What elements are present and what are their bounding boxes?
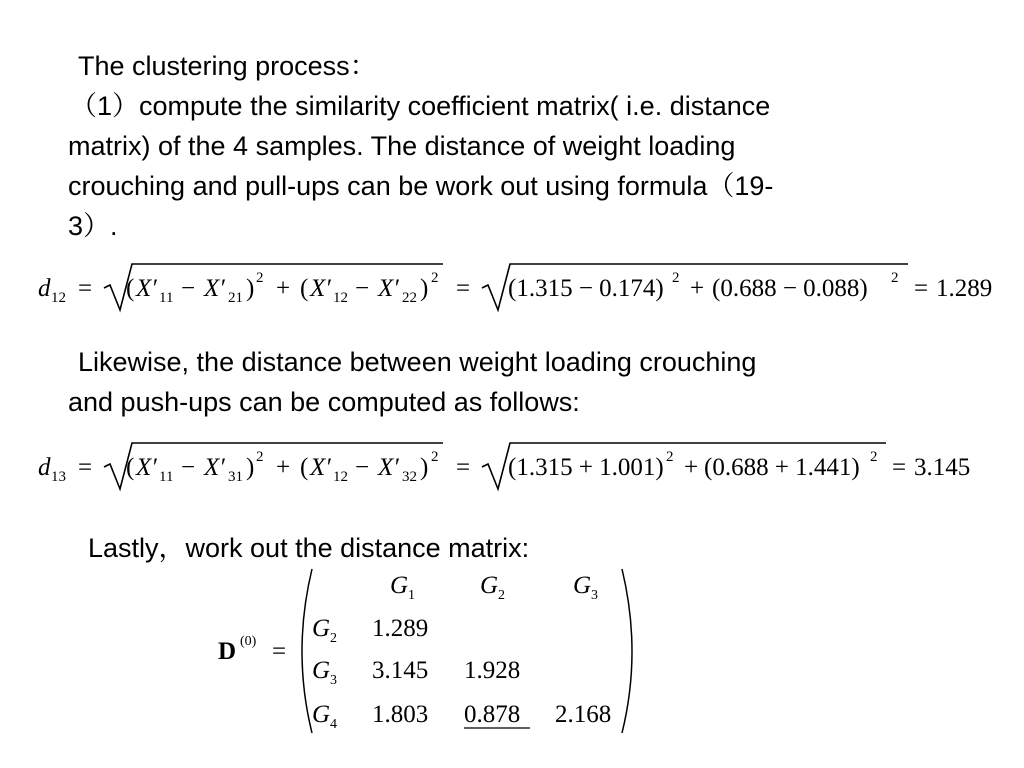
eq2-t1-a: X′ [136, 454, 157, 481]
eq1-t2-close: ) [420, 275, 429, 302]
matrix-left-paren [302, 569, 312, 733]
eq2-equals-2: = [456, 454, 471, 481]
eq2-num-1-exp: 2 [666, 449, 674, 465]
row-header-g3: G [312, 657, 331, 684]
eq1-t2-a-sub: 12 [333, 290, 348, 306]
equation-d12-graphic [38, 258, 1008, 318]
lastly-text: Lastly，work out the distance matrix: [88, 533, 530, 563]
eq1-t2-b: X′ [378, 275, 399, 302]
eq2-t2-close: ) [420, 454, 429, 481]
eq2-t2-a-sub: 12 [333, 469, 348, 485]
eq2-equals: = [78, 454, 93, 481]
eq2-num-2: (0.688 + 1.441) [704, 454, 860, 481]
eq1-num-2: (0.688 − 0.088) [712, 275, 868, 302]
eq1-lhs-sub: 12 [51, 290, 66, 306]
eq1-t2-minus: − [355, 275, 370, 302]
matrix-lhs-sup: (0) [240, 634, 257, 649]
col-header-g2: G [480, 572, 499, 599]
cell-g2-g1: 1.289 [372, 615, 429, 642]
step1-line-1: （1）compute the similarity coefficient matrix( i.e. distance [70, 91, 771, 121]
col-header-g1-sub: 1 [408, 588, 415, 603]
eq1-t2-a: X′ [310, 275, 331, 302]
eq1-t1-minus: − [181, 275, 196, 302]
eq1-num-1: (1.315 − 0.174) [508, 275, 664, 302]
eq2-t2-exp: 2 [431, 449, 439, 465]
eq1-num-plus: + [690, 275, 705, 302]
eq1-t1-b: X′ [204, 275, 225, 302]
eq1-equals: = [78, 275, 93, 302]
matrix-lhs: D [218, 638, 237, 665]
section-title: The clustering process： [78, 51, 377, 81]
eq1-t1-b-sub: 21 [228, 290, 243, 306]
likewise-line-2: and push-ups can be computed as follows: [68, 387, 580, 417]
eq2-num-1: (1.315 + 1.001) [508, 454, 664, 481]
eq2-t1-close: ) [246, 454, 255, 481]
eq2-num-plus: + [684, 454, 699, 481]
eq1-lhs-var: d [38, 275, 51, 302]
eq2-t2-minus: − [355, 454, 370, 481]
row-header-g3-sub: 3 [330, 673, 337, 688]
eq2-lhs-sub: 13 [51, 469, 66, 485]
col-header-g1: G [390, 572, 409, 599]
eq2-t1-open: ( [126, 454, 135, 481]
eq1-num-1-exp: 2 [672, 270, 680, 286]
distance-equation-d13 [38, 437, 1008, 497]
eq1-t1-a: X′ [136, 275, 157, 302]
eq2-lhs-var: d [38, 454, 51, 481]
eq1-t1-a-sub: 11 [159, 290, 174, 306]
col-header-g3: G [573, 572, 592, 599]
eq1-t2-open: ( [300, 275, 309, 302]
step1-line-2: matrix) of the 4 samples. The distance of weight loading [68, 131, 736, 161]
eq2-t1-a-sub: 11 [159, 469, 174, 485]
step1-line-3: crouching and pull-ups can be work out using formula（19- [68, 171, 774, 201]
eq1-t2-exp: 2 [431, 270, 439, 286]
col-header-g2-sub: 2 [498, 588, 505, 603]
step1-line-4: 3）. [68, 211, 118, 241]
row-header-g2-sub: 2 [330, 631, 337, 646]
eq2-t1-exp: 2 [256, 449, 264, 465]
likewise-line-1: Likewise, the distance between weight loading crouching [78, 347, 757, 377]
matrix-equals: = [272, 638, 287, 665]
distance-equation-d12 [38, 258, 1008, 318]
eq1-t1-open: ( [126, 275, 135, 302]
matrix-right-paren [622, 569, 632, 733]
cell-g3-g1: 3.145 [372, 657, 429, 684]
eq2-num-2-exp: 2 [870, 449, 878, 465]
row-header-g4: G [312, 701, 331, 728]
col-header-g3-sub: 3 [591, 588, 598, 603]
cell-g4-g3: 2.168 [555, 701, 612, 728]
row-header-g4-sub: 4 [330, 717, 337, 732]
eq1-t1-exp: 2 [256, 270, 264, 286]
row-header-g2: G [312, 615, 331, 642]
eq2-plus: + [276, 454, 291, 481]
eq1-num-2-exp: 2 [891, 270, 899, 286]
cell-g4-g2: 0.878 [464, 701, 521, 728]
eq2-t2-b-sub: 32 [402, 469, 417, 485]
eq1-t1-close: ) [246, 275, 255, 302]
eq1-equals-3: = [914, 275, 929, 302]
eq2-t1-b: X′ [204, 454, 225, 481]
eq2-t1-minus: − [181, 454, 196, 481]
eq2-t2-open: ( [300, 454, 309, 481]
eq1-plus: + [276, 275, 291, 302]
eq2-equals-3: = [892, 454, 907, 481]
distance-matrix [210, 565, 650, 740]
distance-matrix-graphic [210, 565, 650, 740]
eq2-t2-a: X′ [310, 454, 331, 481]
eq1-t2-b-sub: 22 [402, 290, 417, 306]
eq2-result: 3.145 [914, 454, 971, 481]
equation-d13-graphic [38, 437, 1008, 497]
cell-g3-g2: 1.928 [464, 657, 521, 684]
eq2-t2-b: X′ [378, 454, 399, 481]
eq1-result: 1.289 [936, 275, 993, 302]
eq1-equals-2: = [456, 275, 471, 302]
cell-g4-g1: 1.803 [372, 701, 429, 728]
eq2-t1-b-sub: 31 [228, 469, 243, 485]
